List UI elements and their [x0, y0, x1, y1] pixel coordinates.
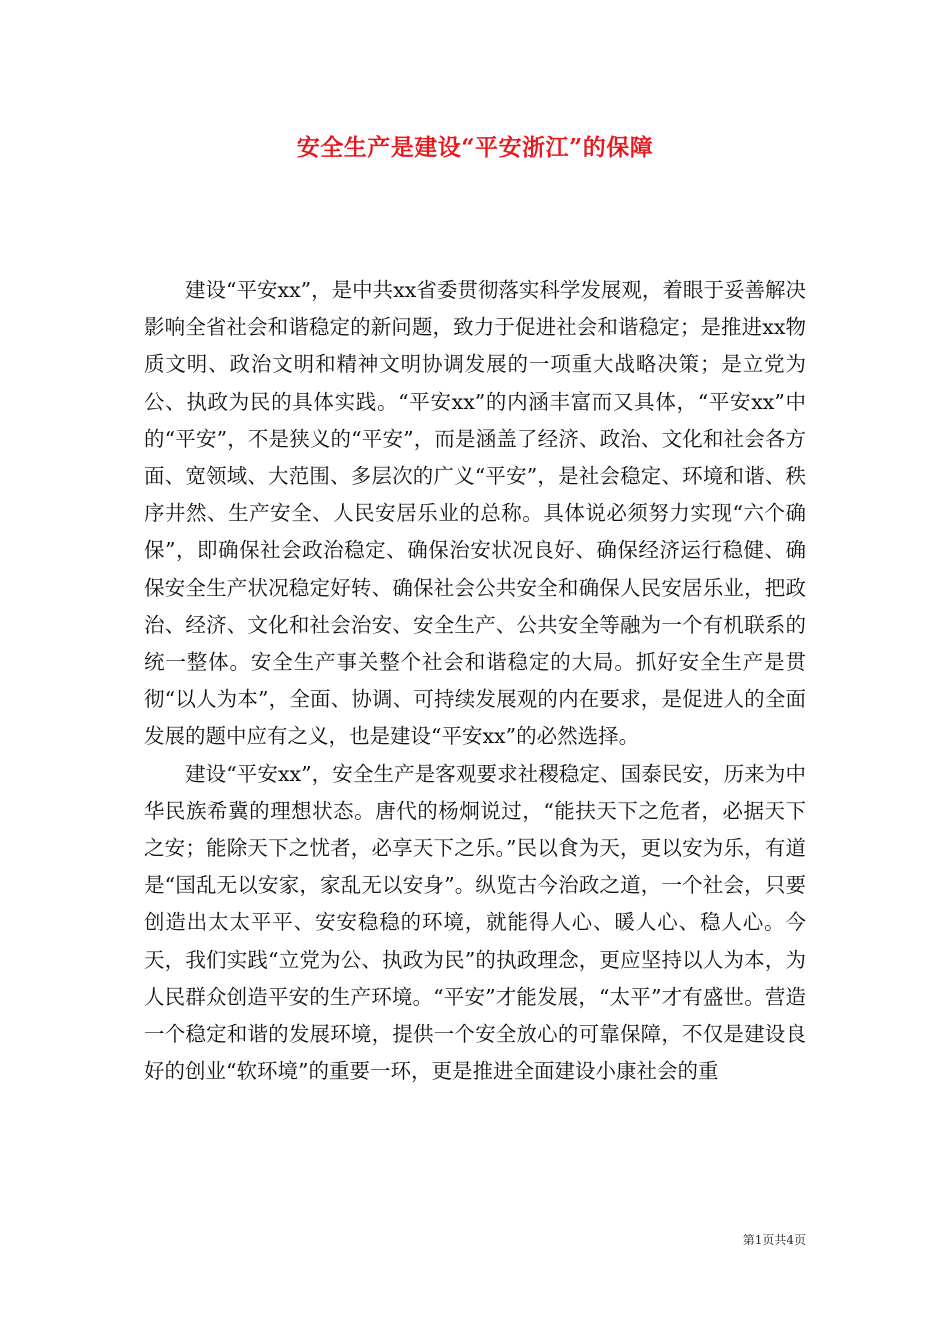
- document-title: 安全生产是建设“平安浙江”的保障: [296, 134, 654, 161]
- paragraph-1: 建设“平安xx”，是中共xx省委贯彻落实科学发展观，着眼于妥善解决影响全省社会和谐稳定的新问题，致力于促进社会和谐稳定；是推进xx物质文明、政治文明和精神文明协调发展的一项重大战略决策；是立党为公、执政为民的具体实践。“平安xx”的内涵丰富而又具体，“平安xx”中的“平安”，不是狭义的“平安”，而是涵盖了经济、政治、文化和社会各方面、宽领域、大范围、多层次的广义“平安”，是社会稳定、环境和谐、秩序井然、生产安全、人民安居乐业的总称。具体说必须努力实现“六个确保”，即确保社会政治稳定、确保治安状况良好、确保经济运行稳健、确保安全生产状况稳定好转、确保社会公共安全和确保人民安居乐业，把政治、经济、文化和社会治安、安全生产、公共安全等融为一个有机联系的统一整体。安全生产事关整个社会和谐稳定的大局。抓好安全生产是贯彻“以人为本”，全面、协调、可持续发展观的内在要求，是促进人的全面发展的题中应有之义，也是建设“平安xx”的必然选择。: [144, 278, 806, 749]
- document-body: [144, 272, 806, 1090]
- paragraph-2: 建设“平安xx”，安全生产是客观要求社稷稳定、国泰民安，历来为中华民族希冀的理想状态。唐代的杨炯说过，“能扶天下之危者，必据天下之安；能除天下之忧者，必享天下之乐。”民以食为天，更以安为乐，有道是“国乱无以安家，家乱无以安身”。纵览古今治政之道，一个社会，只要创造出太太平平、安安稳稳的环境，就能得人心、暖人心、稳人心。今天，我们实践“立党为公、执政为民”的执政理念，更应坚持以人为本，为人民群众创造平安的生产环境。“平安”才能发展，“太平”才有盛世。营造一个稳定和谐的发展环境，提供一个安全放心的可靠保障，不仅是建设良好的创业“软环境”的重要一环，更是推进全面建设小康社会的重: [144, 761, 806, 1084]
- page-number: 第1页共4页: [742, 1233, 806, 1247]
